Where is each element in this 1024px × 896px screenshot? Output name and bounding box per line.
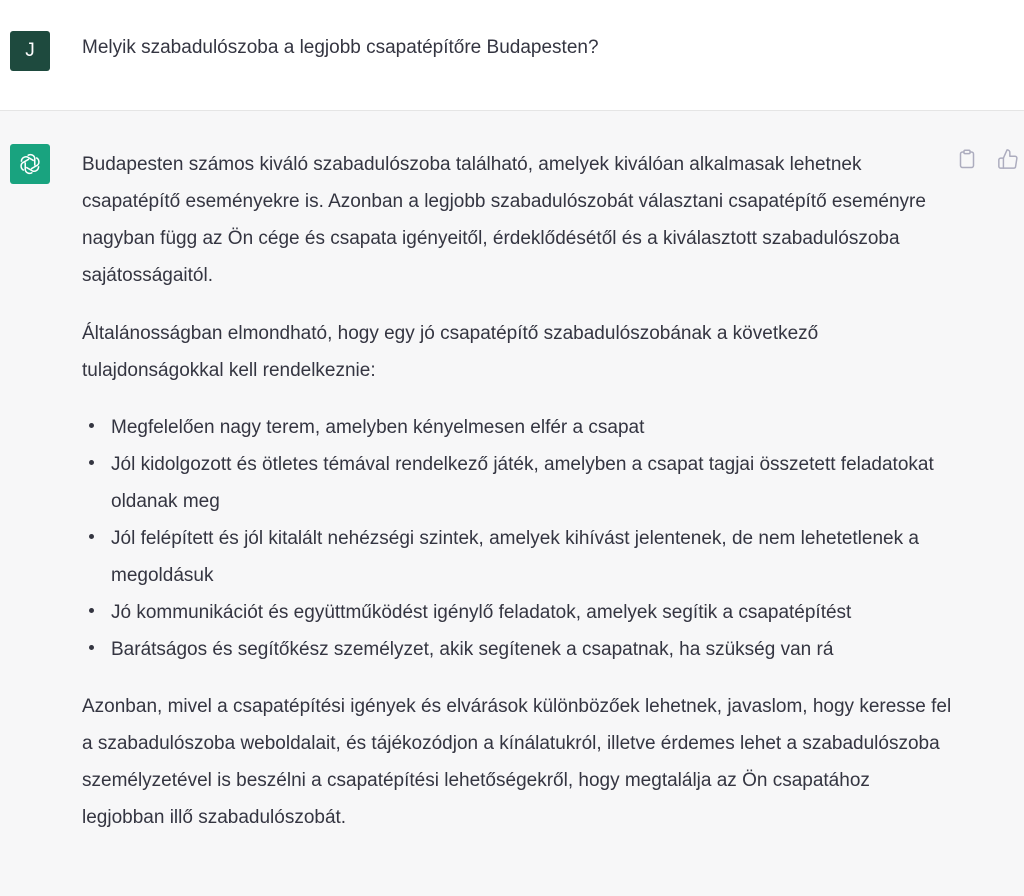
list-item: Jó kommunikációt és együttműködést igénylő feladatok, amelyek segítik a csapatépítést	[82, 594, 952, 631]
clipboard-icon	[958, 149, 976, 169]
list-item: Barátságos és segítőkész személyzet, akik segítenek a csapatnak, ha szükség van rá	[82, 631, 952, 668]
list-item: Jól kidolgozott és ötletes témával rendelkező játék, amelyben a csapat tagjai összetett feladatokat oldanak meg	[82, 446, 952, 520]
list-item: Megfelelően nagy terem, amelyben kényelmesen elfér a csapat	[82, 409, 952, 446]
user-avatar: J	[10, 31, 50, 71]
assistant-message-row	[0, 111, 1024, 896]
paragraph-general: Általánosságban elmondható, hogy egy jó csapatépítő szabadulószobának a következő tulajdonságokkal kell rendelkeznie:	[82, 323, 819, 381]
user-message-text: Melyik szabadulószoba a legjobb csapatépítőre Budapesten?	[82, 37, 599, 58]
bullet-list	[82, 409, 952, 668]
assistant-message-content	[82, 146, 952, 836]
user-message-row	[0, 0, 1024, 111]
paragraph-closing: Azonban, mivel a csapatépítési igények és elvárások különbözőek lehetnek, javaslom, hogy keresse fel a szabadulószoba weboldalait, és tájékozódjon a kínálatukról, illetve érdemes lehet a szabadulószoba személyzetével is beszélni a csapatépítési lehetőségekről, hogy megtalálja az Ön csapatához legjobban illő szabadulószobát.	[82, 696, 952, 828]
thumbs-up-icon	[997, 148, 1019, 170]
message-actions	[955, 147, 1020, 171]
copy-button[interactable]	[955, 147, 979, 171]
list-item: Jól felépített és jól kitalált nehézségi szintek, amelyek kihívást jelentenek, de nem lehetetlenek a megoldásuk	[82, 520, 952, 594]
assistant-avatar	[10, 144, 50, 184]
paragraph-intro: Budapesten számos kiváló szabadulószoba található, amelyek kiválóan alkalmasak lehetnek csapatépítő eseményekre is. Azonban a legjobb szabadulószobát választani csapatépítő eseményre nagyban függ az Ön cége és csapata igényeitől, érdeklődésétől és a kiválasztott szabadulószoba sajátosságaitól.	[82, 154, 926, 286]
openai-logo-icon	[17, 151, 43, 177]
like-button[interactable]	[996, 147, 1020, 171]
